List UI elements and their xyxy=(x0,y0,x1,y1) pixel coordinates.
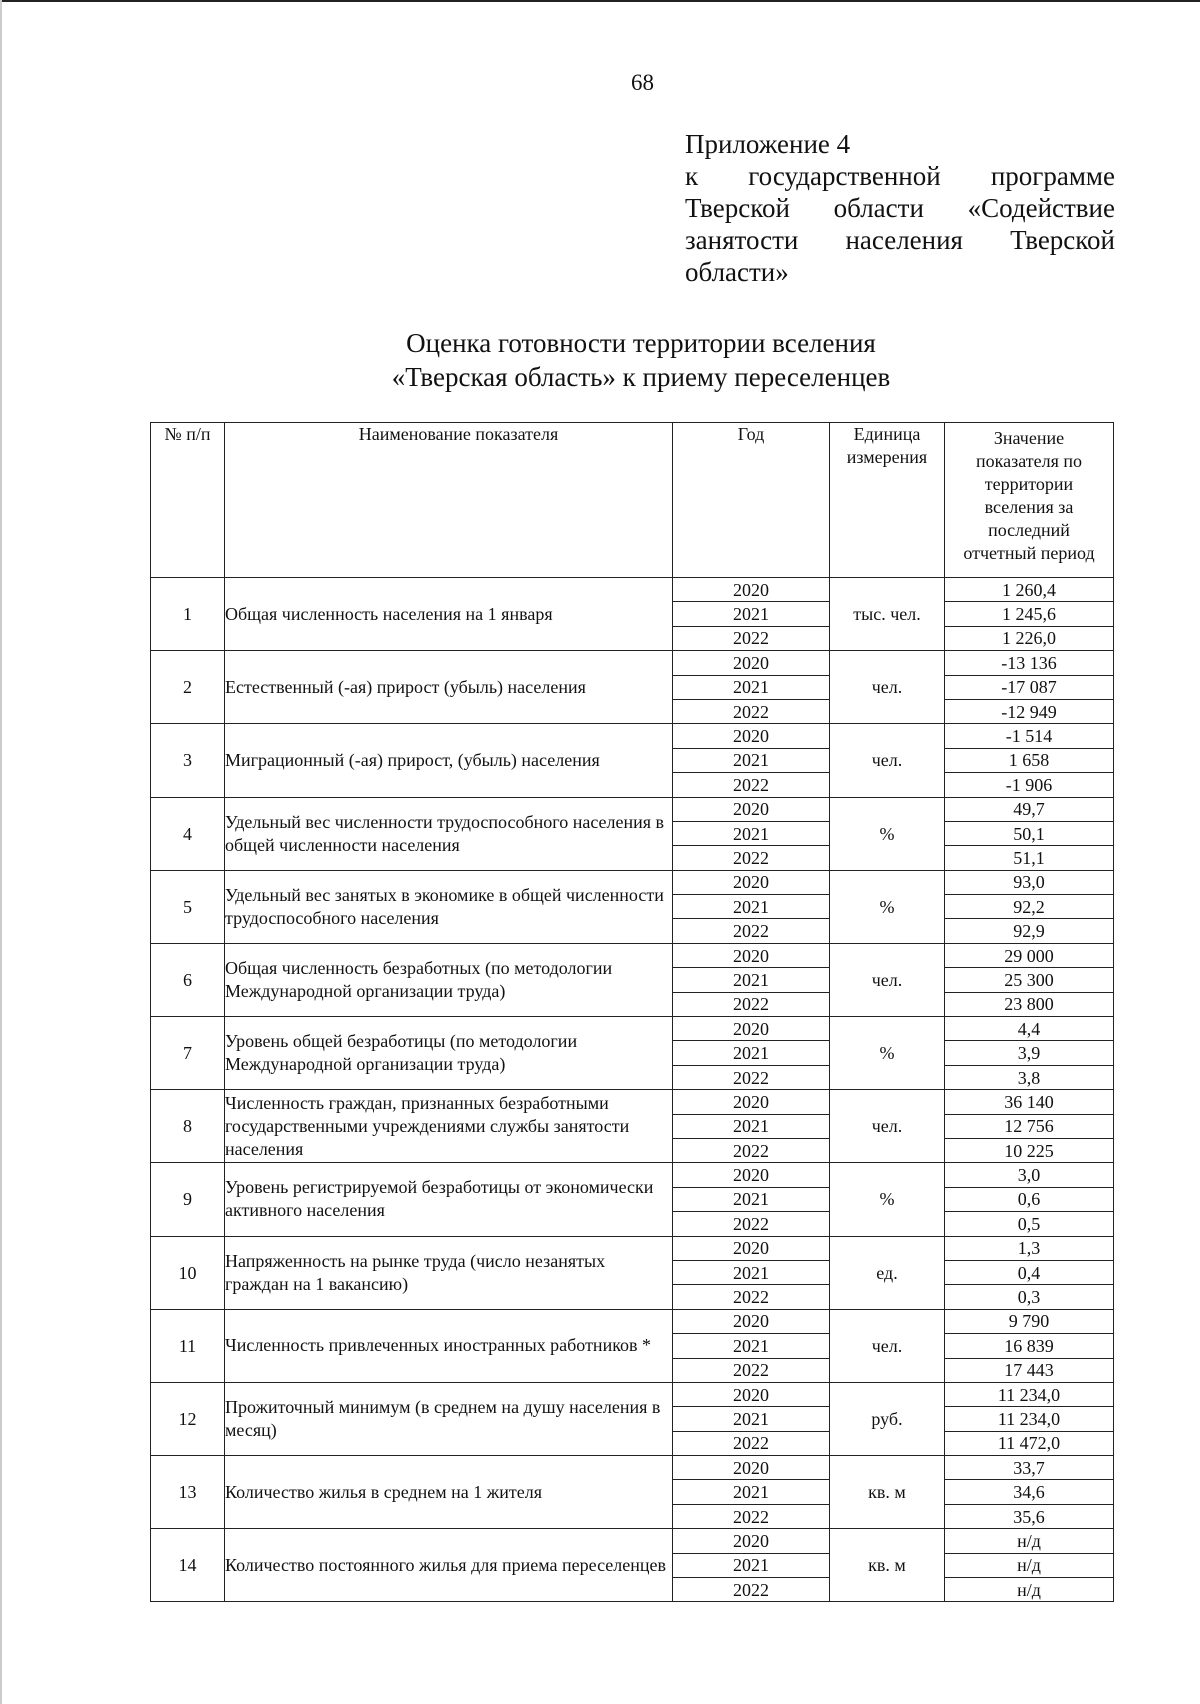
document-title-line-1: Оценка готовности территории вселения xyxy=(406,328,876,358)
table-row xyxy=(151,1017,1114,1041)
header-value: Значение показателя по территории вселения за последний отчетный период xyxy=(945,423,1114,578)
table-row xyxy=(151,578,1114,602)
value-cell: 12 756 xyxy=(945,1114,1114,1138)
row-number: 1 xyxy=(151,578,225,651)
unit-cell: ед. xyxy=(830,1236,945,1309)
table-row xyxy=(151,943,1114,967)
year-cell: 2022 xyxy=(673,846,830,870)
year-cell: 2021 xyxy=(673,1041,830,1065)
value-cell: 11 234,0 xyxy=(945,1407,1114,1431)
year-cell: 2021 xyxy=(673,602,830,626)
value-cell: 9 790 xyxy=(945,1309,1114,1333)
year-cell: 2020 xyxy=(673,1382,830,1406)
unit-cell: руб. xyxy=(830,1382,945,1455)
scan-edge-left xyxy=(0,0,2,1704)
unit-cell: чел. xyxy=(830,651,945,724)
unit-cell: % xyxy=(830,797,945,870)
value-cell: 4,4 xyxy=(945,1017,1114,1041)
year-cell: 2022 xyxy=(673,1358,830,1382)
unit-cell: тыс. чел. xyxy=(830,578,945,651)
indicator-name: Уровень общей безработицы (по методологии Международной организации труда) xyxy=(225,1017,673,1090)
header-name: Наименование показателя xyxy=(225,423,673,578)
value-cell: 36 140 xyxy=(945,1090,1114,1114)
value-cell: 25 300 xyxy=(945,968,1114,992)
year-cell: 2020 xyxy=(673,1309,830,1333)
table-row xyxy=(151,1382,1114,1406)
value-cell: 92,9 xyxy=(945,919,1114,943)
value-cell: 33,7 xyxy=(945,1456,1114,1480)
table-row xyxy=(151,1090,1114,1114)
year-cell: 2020 xyxy=(673,870,830,894)
year-cell: 2020 xyxy=(673,1090,830,1114)
year-cell: 2022 xyxy=(673,992,830,1016)
table-row xyxy=(151,797,1114,821)
indicator-name: Уровень регистрируемой безработицы от экономически активного населения xyxy=(225,1163,673,1236)
appendix-line-5: области» xyxy=(685,257,789,287)
year-cell: 2021 xyxy=(673,895,830,919)
year-cell: 2020 xyxy=(673,797,830,821)
year-cell: 2021 xyxy=(673,1480,830,1504)
unit-cell: % xyxy=(830,870,945,943)
header-unit: Единица измерения xyxy=(830,423,945,578)
document-title xyxy=(0,326,1200,394)
year-cell: 2020 xyxy=(673,943,830,967)
value-cell: 1 260,4 xyxy=(945,578,1114,602)
indicator-name: Естественный (-ая) прирост (убыль) населения xyxy=(225,651,673,724)
value-cell: 0,6 xyxy=(945,1187,1114,1211)
header-year: Год xyxy=(673,423,830,578)
table-row xyxy=(151,1163,1114,1187)
appendix-line-3: Тверской области «Содействие xyxy=(685,193,1115,223)
appendix-note xyxy=(685,128,1115,288)
year-cell: 2021 xyxy=(673,1334,830,1358)
appendix-line-2: к государственной программе xyxy=(685,161,1115,191)
value-cell: н/д xyxy=(945,1529,1114,1553)
indicator-name: Общая численность безработных (по методологии Международной организации труда) xyxy=(225,943,673,1016)
year-cell: 2020 xyxy=(673,1017,830,1041)
year-cell: 2022 xyxy=(673,1578,830,1602)
value-cell: 23 800 xyxy=(945,992,1114,1016)
value-cell: 3,9 xyxy=(945,1041,1114,1065)
row-number: 10 xyxy=(151,1236,225,1309)
unit-cell: чел. xyxy=(830,724,945,797)
value-cell: 3,8 xyxy=(945,1065,1114,1089)
value-cell: 1 658 xyxy=(945,748,1114,772)
header-no: № п/п xyxy=(151,423,225,578)
page-number: 68 xyxy=(631,70,654,95)
year-cell: 2021 xyxy=(673,1407,830,1431)
value-cell: 11 472,0 xyxy=(945,1431,1114,1455)
value-cell: 16 839 xyxy=(945,1334,1114,1358)
year-cell: 2021 xyxy=(673,1187,830,1211)
value-cell: н/д xyxy=(945,1578,1114,1602)
row-number: 9 xyxy=(151,1163,225,1236)
value-cell: 93,0 xyxy=(945,870,1114,894)
row-number: 11 xyxy=(151,1309,225,1382)
value-cell: -12 949 xyxy=(945,699,1114,723)
year-cell: 2020 xyxy=(673,651,830,675)
row-number: 12 xyxy=(151,1382,225,1455)
value-cell: 10 225 xyxy=(945,1138,1114,1162)
value-cell: 34,6 xyxy=(945,1480,1114,1504)
year-cell: 2020 xyxy=(673,1236,830,1260)
year-cell: 2021 xyxy=(673,968,830,992)
value-cell: 0,3 xyxy=(945,1285,1114,1309)
year-cell: 2022 xyxy=(673,1065,830,1089)
row-number: 4 xyxy=(151,797,225,870)
year-cell: 2022 xyxy=(673,1212,830,1236)
indicator-name: Численность привлеченных иностранных работников * xyxy=(225,1309,673,1382)
year-cell: 2020 xyxy=(673,578,830,602)
indicator-name: Миграционный (-ая) прирост, (убыль) населения xyxy=(225,724,673,797)
unit-cell: % xyxy=(830,1163,945,1236)
indicator-name: Напряженность на рынке труда (число незанятых граждан на 1 вакансию) xyxy=(225,1236,673,1309)
row-number: 13 xyxy=(151,1456,225,1529)
value-cell: 51,1 xyxy=(945,846,1114,870)
indicator-name: Прожиточный минимум (в среднем на душу населения в месяц) xyxy=(225,1382,673,1455)
document-title-line-2: «Тверская область» к приему переселенцев xyxy=(391,362,891,392)
year-cell: 2022 xyxy=(673,919,830,943)
year-cell: 2021 xyxy=(673,675,830,699)
year-cell: 2021 xyxy=(673,1260,830,1284)
year-cell: 2021 xyxy=(673,1114,830,1138)
value-cell: 0,5 xyxy=(945,1212,1114,1236)
value-cell: 35,6 xyxy=(945,1504,1114,1528)
row-number: 6 xyxy=(151,943,225,1016)
year-cell: 2021 xyxy=(673,748,830,772)
unit-cell: кв. м xyxy=(830,1456,945,1529)
row-number: 8 xyxy=(151,1090,225,1163)
year-cell: 2022 xyxy=(673,699,830,723)
value-cell: 50,1 xyxy=(945,821,1114,845)
table-row xyxy=(151,724,1114,748)
year-cell: 2022 xyxy=(673,773,830,797)
indicator-name: Количество жилья в среднем на 1 жителя xyxy=(225,1456,673,1529)
value-cell: 1 245,6 xyxy=(945,602,1114,626)
value-cell: 92,2 xyxy=(945,895,1114,919)
year-cell: 2022 xyxy=(673,626,830,650)
value-cell: -1 906 xyxy=(945,773,1114,797)
year-cell: 2020 xyxy=(673,1456,830,1480)
table-row xyxy=(151,1309,1114,1333)
appendix-line-4: занятости населения Тверской xyxy=(685,225,1115,255)
row-number: 7 xyxy=(151,1017,225,1090)
table-row xyxy=(151,870,1114,894)
indicators-table xyxy=(150,422,1114,1602)
value-cell: 1 226,0 xyxy=(945,626,1114,650)
year-cell: 2022 xyxy=(673,1285,830,1309)
indicator-name: Общая численность населения на 1 января xyxy=(225,578,673,651)
table-row xyxy=(151,1236,1114,1260)
row-number: 14 xyxy=(151,1529,225,1602)
value-cell: 11 234,0 xyxy=(945,1382,1114,1406)
unit-cell: чел. xyxy=(830,1090,945,1163)
indicator-name: Численность граждан, признанных безработными государственными учреждениями службы занятости населения xyxy=(225,1090,673,1163)
unit-cell: % xyxy=(830,1017,945,1090)
year-cell: 2022 xyxy=(673,1138,830,1162)
value-cell: 3,0 xyxy=(945,1163,1114,1187)
value-cell: 29 000 xyxy=(945,943,1114,967)
table-row xyxy=(151,1529,1114,1553)
indicator-name: Количество постоянного жилья для приема переселенцев xyxy=(225,1529,673,1602)
value-cell: 0,4 xyxy=(945,1260,1114,1284)
year-cell: 2020 xyxy=(673,1163,830,1187)
table-row xyxy=(151,651,1114,675)
value-cell: -1 514 xyxy=(945,724,1114,748)
unit-cell: кв. м xyxy=(830,1529,945,1602)
appendix-line-1: Приложение 4 xyxy=(685,129,851,159)
table-row xyxy=(151,1456,1114,1480)
table-body xyxy=(151,578,1114,1602)
value-cell: -13 136 xyxy=(945,651,1114,675)
year-cell: 2020 xyxy=(673,724,830,748)
year-cell: 2021 xyxy=(673,1553,830,1577)
value-cell: н/д xyxy=(945,1553,1114,1577)
unit-cell: чел. xyxy=(830,1309,945,1382)
value-cell: 49,7 xyxy=(945,797,1114,821)
value-cell: 17 443 xyxy=(945,1358,1114,1382)
row-number: 5 xyxy=(151,870,225,943)
row-number: 2 xyxy=(151,651,225,724)
value-cell: 1,3 xyxy=(945,1236,1114,1260)
year-cell: 2022 xyxy=(673,1504,830,1528)
scan-edge-top xyxy=(0,0,1200,2)
year-cell: 2020 xyxy=(673,1529,830,1553)
value-cell: -17 087 xyxy=(945,675,1114,699)
year-cell: 2022 xyxy=(673,1431,830,1455)
table-header-row xyxy=(151,423,1114,578)
unit-cell: чел. xyxy=(830,943,945,1016)
indicator-name: Удельный вес численности трудоспособного населения в общей численности населения xyxy=(225,797,673,870)
year-cell: 2021 xyxy=(673,821,830,845)
row-number: 3 xyxy=(151,724,225,797)
indicator-name: Удельный вес занятых в экономике в общей численности трудоспособного населения xyxy=(225,870,673,943)
